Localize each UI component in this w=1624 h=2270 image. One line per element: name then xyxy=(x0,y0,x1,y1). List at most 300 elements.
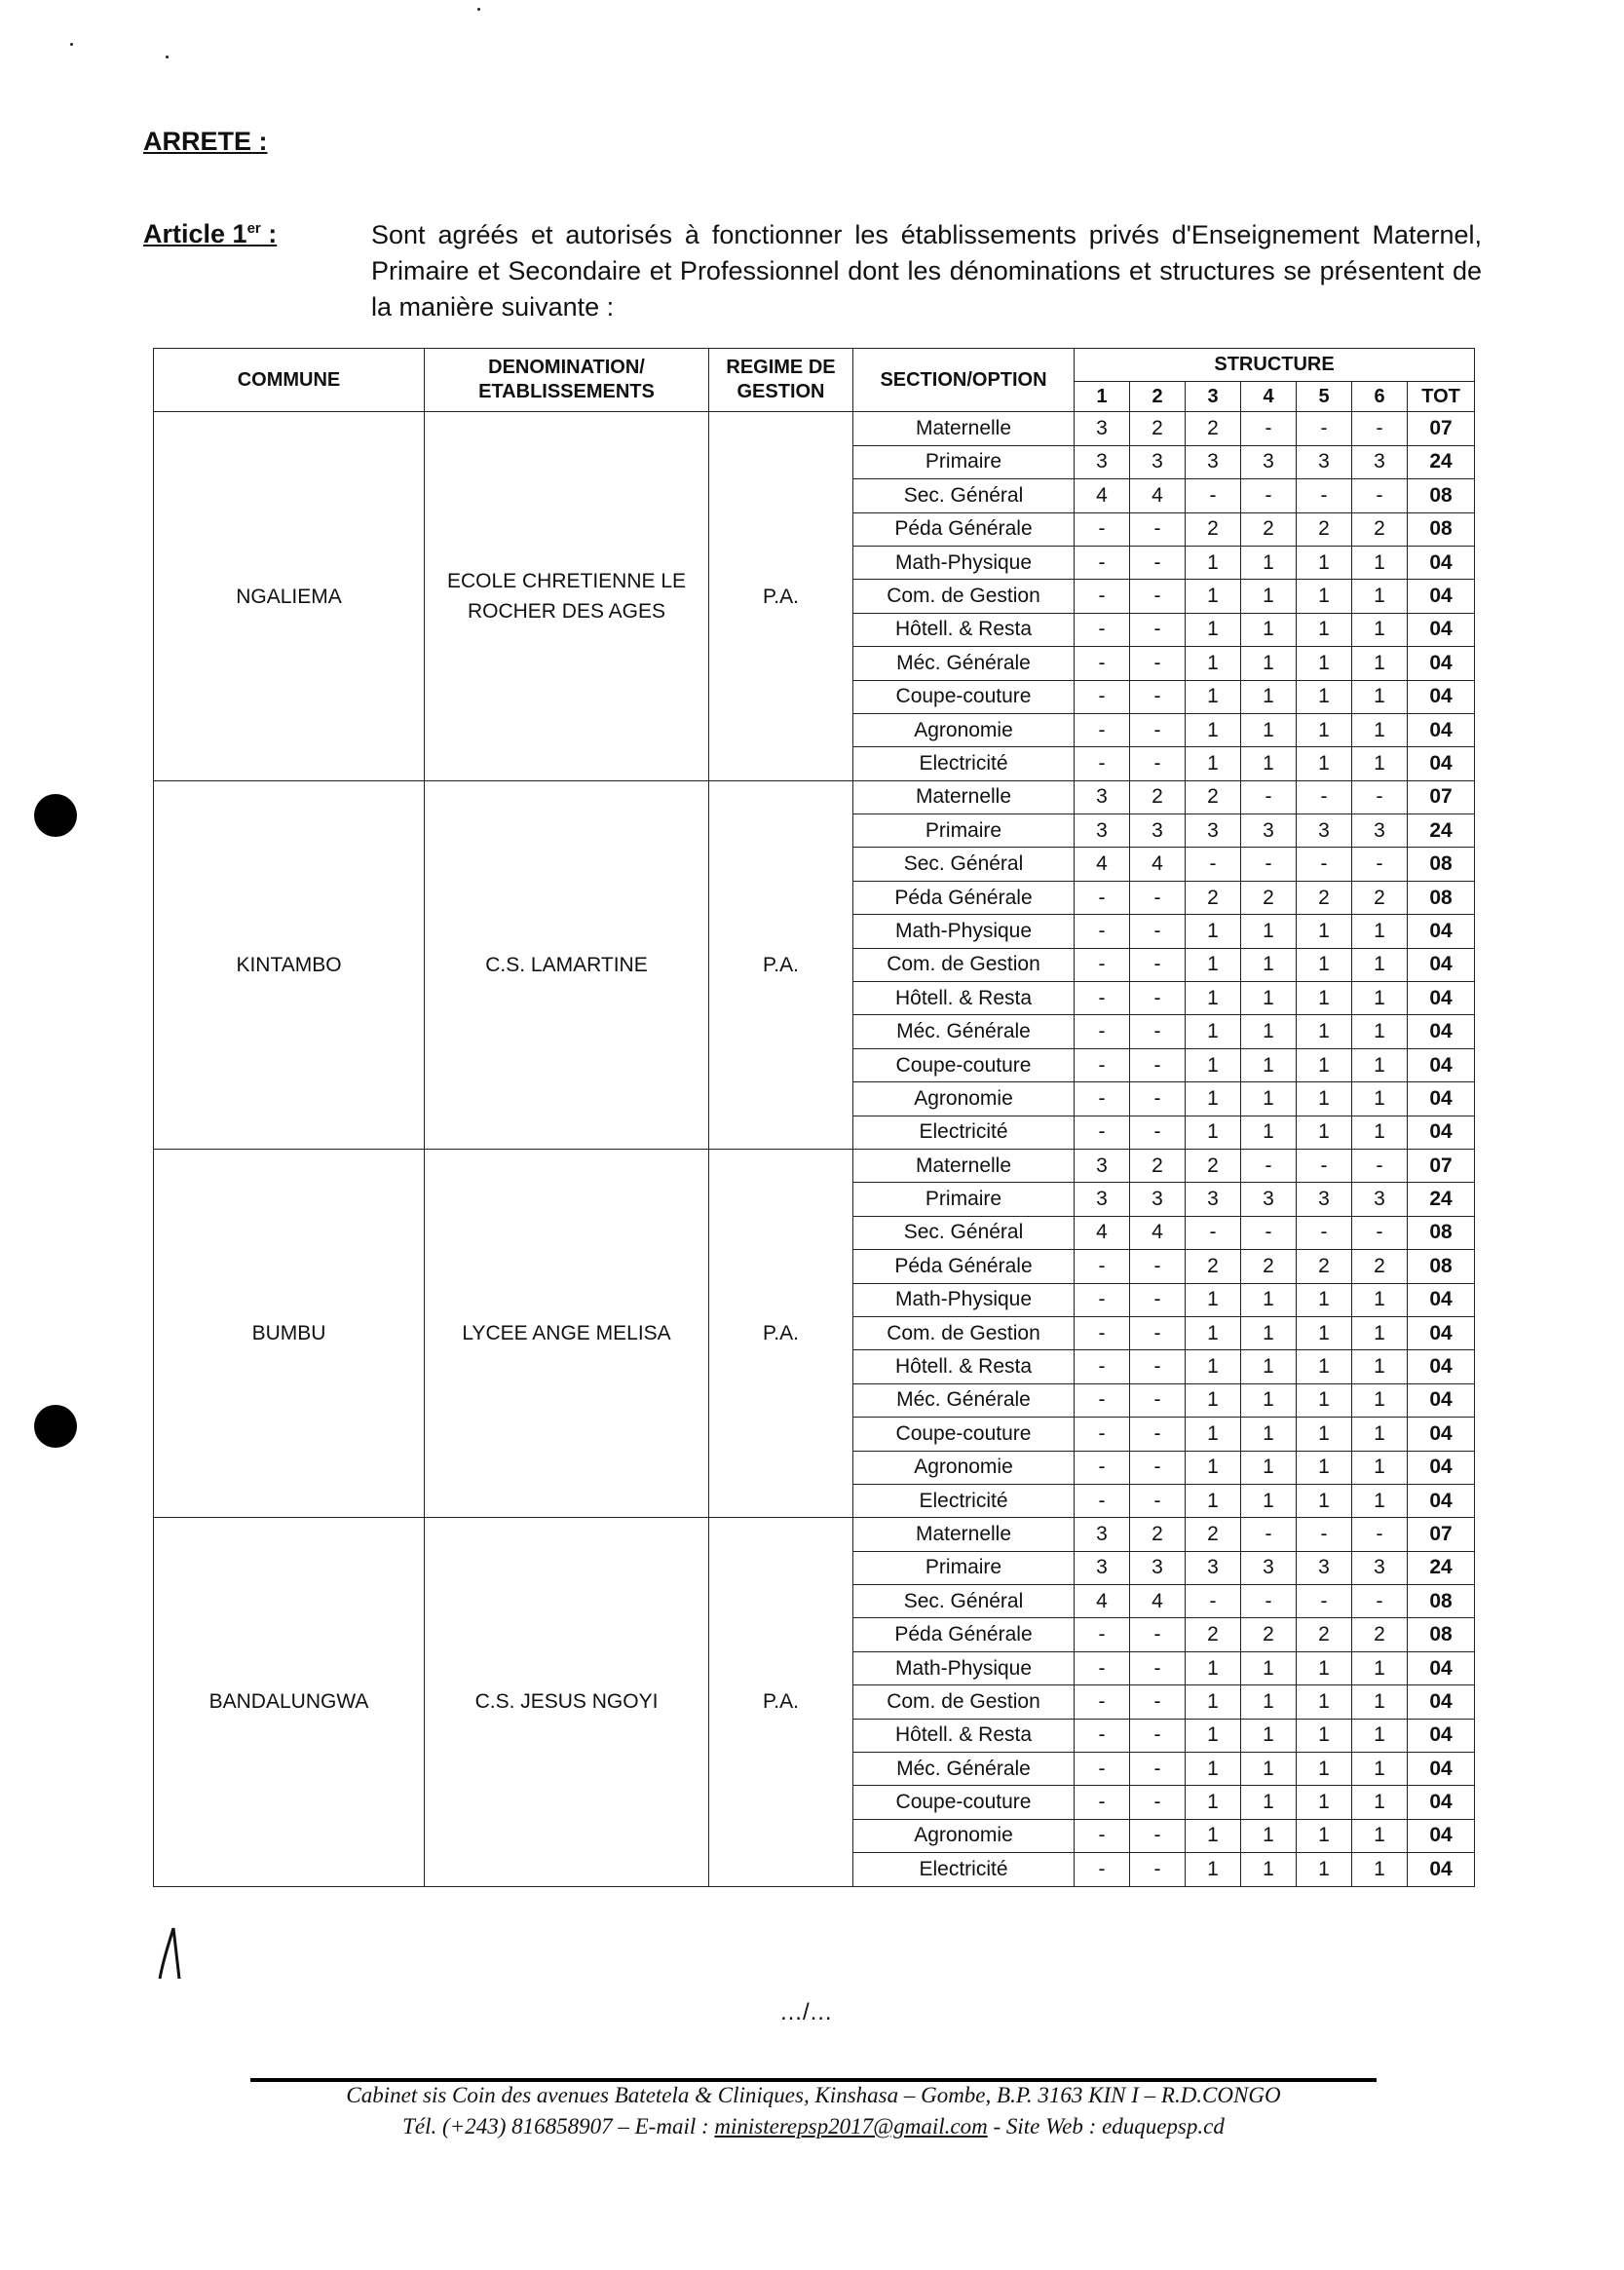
total-cell: 04 xyxy=(1408,1116,1475,1149)
structure-value-cell: 1 xyxy=(1241,948,1297,981)
structure-value-cell: 1 xyxy=(1352,747,1408,780)
section-cell: Hôtell. & Resta xyxy=(853,1350,1075,1383)
section-cell: Hôtell. & Resta xyxy=(853,982,1075,1015)
structure-value-cell: - xyxy=(1075,713,1130,746)
structure-value-cell: 1 xyxy=(1297,1015,1352,1048)
structure-value-cell: 4 xyxy=(1075,1585,1130,1618)
structure-value-cell: - xyxy=(1075,647,1130,680)
structure-value-cell: - xyxy=(1352,1518,1408,1551)
structure-value-cell: - xyxy=(1130,982,1186,1015)
structure-value-cell: - xyxy=(1241,780,1297,813)
structure-value-cell: 3 xyxy=(1075,445,1130,478)
section-cell: Péda Générale xyxy=(853,512,1075,546)
structure-value-cell: 3 xyxy=(1075,1551,1130,1584)
structure-value-cell: 1 xyxy=(1186,647,1241,680)
total-cell: 08 xyxy=(1408,512,1475,546)
header-regime: REGIME DE GESTION xyxy=(709,349,853,412)
structure-value-cell: 1 xyxy=(1297,713,1352,746)
structure-value-cell: 1 xyxy=(1241,1819,1297,1852)
section-cell: Agronomie xyxy=(853,1451,1075,1484)
punch-hole xyxy=(34,794,77,837)
article-label xyxy=(143,219,277,249)
structure-value-cell: - xyxy=(1130,1719,1186,1752)
structure-value-cell: - xyxy=(1352,412,1408,445)
structure-value-cell: - xyxy=(1130,1383,1186,1417)
structure-value-cell: 1 xyxy=(1186,1048,1241,1081)
structure-value-cell: - xyxy=(1352,780,1408,813)
structure-value-cell: 1 xyxy=(1241,1418,1297,1451)
structure-value-cell: 1 xyxy=(1186,1685,1241,1719)
structure-value-cell: 1 xyxy=(1241,1451,1297,1484)
structure-value-cell: - xyxy=(1130,1685,1186,1719)
structure-value-cell: 1 xyxy=(1297,948,1352,981)
structure-value-cell: 1 xyxy=(1186,1383,1241,1417)
structure-value-cell: 1 xyxy=(1186,1283,1241,1316)
structure-value-cell: 1 xyxy=(1186,1418,1241,1451)
total-cell: 08 xyxy=(1408,1216,1475,1249)
section-cell: Coupe-couture xyxy=(853,1786,1075,1819)
section-cell: Primaire xyxy=(853,1183,1075,1216)
structure-value-cell: - xyxy=(1075,680,1130,713)
structure-value-cell: 1 xyxy=(1241,1048,1297,1081)
structure-value-cell: 1 xyxy=(1186,915,1241,948)
total-cell: 08 xyxy=(1408,1250,1475,1283)
structure-value-cell: 1 xyxy=(1352,1418,1408,1451)
total-cell: 04 xyxy=(1408,1853,1475,1886)
structure-value-cell: - xyxy=(1075,915,1130,948)
structure-value-cell: - xyxy=(1075,512,1130,546)
structure-value-cell: - xyxy=(1130,512,1186,546)
structure-value-cell: 2 xyxy=(1130,1149,1186,1182)
structure-value-cell: - xyxy=(1075,1753,1130,1786)
structure-value-cell: 1 xyxy=(1352,546,1408,579)
article-label-suffix: : xyxy=(260,219,278,248)
structure-value-cell: 1 xyxy=(1297,613,1352,646)
structure-value-cell: - xyxy=(1130,1048,1186,1081)
total-cell: 07 xyxy=(1408,1518,1475,1551)
structure-value-cell: 1 xyxy=(1186,713,1241,746)
structure-value-cell: - xyxy=(1297,848,1352,881)
structure-value-cell: - xyxy=(1130,1451,1186,1484)
structure-value-cell: 3 xyxy=(1297,814,1352,848)
structure-value-cell: - xyxy=(1075,1719,1130,1752)
decree-heading: ARRETE : xyxy=(143,127,268,156)
section-cell: Com. de Gestion xyxy=(853,1685,1075,1719)
footer-website: - Site Web : eduquepsp.cd xyxy=(987,2114,1225,2138)
article-text: Sont agréés et autorisés à fonctionner les établissements privés d'Enseignement Maternel, Primaire et Secondaire et Professionnel dont les dénominations et structures se présentent de la manière suivante : xyxy=(371,220,1482,322)
structure-value-cell: 1 xyxy=(1241,1853,1297,1886)
structure-value-cell: 1 xyxy=(1352,713,1408,746)
structure-value-cell: - xyxy=(1075,982,1130,1015)
structure-table xyxy=(153,348,1475,1887)
section-cell: Primaire xyxy=(853,814,1075,848)
total-cell: 04 xyxy=(1408,747,1475,780)
commune-cell: BUMBU xyxy=(154,1149,425,1517)
continuation-mark: …/… xyxy=(779,1999,833,2025)
structure-value-cell: 3 xyxy=(1297,1551,1352,1584)
structure-value-cell: - xyxy=(1075,1853,1130,1886)
denomination-cell: ECOLE CHRETIENNE LE ROCHER DES AGES xyxy=(425,412,709,780)
structure-value-cell: - xyxy=(1130,1418,1186,1451)
structure-value-cell: - xyxy=(1075,948,1130,981)
structure-value-cell: 3 xyxy=(1075,780,1130,813)
total-cell: 07 xyxy=(1408,412,1475,445)
section-cell: Maternelle xyxy=(853,1518,1075,1551)
structure-value-cell: 1 xyxy=(1297,1116,1352,1149)
total-cell: 04 xyxy=(1408,1048,1475,1081)
section-cell: Math-Physique xyxy=(853,915,1075,948)
section-cell: Electricité xyxy=(853,1853,1075,1886)
article-label-sup: er xyxy=(246,220,261,237)
section-cell: Com. de Gestion xyxy=(853,1316,1075,1349)
structure-value-cell: - xyxy=(1075,1283,1130,1316)
structure-value-cell: 3 xyxy=(1075,1183,1130,1216)
structure-value-cell: 1 xyxy=(1186,1786,1241,1819)
structure-value-cell: - xyxy=(1075,1685,1130,1719)
structure-value-cell: - xyxy=(1130,713,1186,746)
section-cell: Math-Physique xyxy=(853,1283,1075,1316)
denomination-cell: C.S. LAMARTINE xyxy=(425,780,709,1149)
structure-value-cell: 1 xyxy=(1241,1283,1297,1316)
structure-value-cell: 3 xyxy=(1186,814,1241,848)
structure-value-cell: 1 xyxy=(1352,1283,1408,1316)
structure-value-cell: 4 xyxy=(1075,479,1130,512)
structure-value-cell: 1 xyxy=(1186,948,1241,981)
table-row xyxy=(154,412,1475,445)
structure-value-cell: 1 xyxy=(1352,680,1408,713)
section-cell: Agronomie xyxy=(853,1082,1075,1116)
structure-value-cell: - xyxy=(1297,1149,1352,1182)
structure-value-cell: 1 xyxy=(1297,1350,1352,1383)
structure-value-cell: 1 xyxy=(1297,546,1352,579)
structure-value-cell: - xyxy=(1130,1651,1186,1684)
structure-value-cell: - xyxy=(1130,1015,1186,1048)
structure-value-cell: - xyxy=(1241,1585,1297,1618)
structure-value-cell: - xyxy=(1075,580,1130,613)
table-body xyxy=(154,412,1475,1886)
structure-value-cell: 4 xyxy=(1075,1216,1130,1249)
structure-value-cell: 1 xyxy=(1186,1484,1241,1517)
section-cell: Electricité xyxy=(853,1484,1075,1517)
structure-value-cell: 3 xyxy=(1130,1551,1186,1584)
structure-value-cell: 2 xyxy=(1297,1250,1352,1283)
structure-value-cell: 1 xyxy=(1241,1082,1297,1116)
structure-value-cell: 1 xyxy=(1241,1753,1297,1786)
structure-value-cell: 3 xyxy=(1075,1149,1130,1182)
structure-value-cell: - xyxy=(1297,1585,1352,1618)
total-cell: 04 xyxy=(1408,982,1475,1015)
regime-cell: P.A. xyxy=(709,412,853,780)
section-cell: Coupe-couture xyxy=(853,1418,1075,1451)
structure-value-cell: - xyxy=(1241,1518,1297,1551)
structure-value-cell: 1 xyxy=(1297,982,1352,1015)
section-cell: Méc. Générale xyxy=(853,1753,1075,1786)
section-cell: Maternelle xyxy=(853,412,1075,445)
structure-value-cell: - xyxy=(1130,747,1186,780)
section-cell: Math-Physique xyxy=(853,1651,1075,1684)
structure-value-cell: - xyxy=(1297,412,1352,445)
structure-value-cell: 3 xyxy=(1241,814,1297,848)
structure-value-cell: 2 xyxy=(1352,1250,1408,1283)
structure-value-cell: 1 xyxy=(1186,1753,1241,1786)
structure-value-cell: 1 xyxy=(1241,982,1297,1015)
section-cell: Math-Physique xyxy=(853,546,1075,579)
structure-value-cell: 1 xyxy=(1297,1383,1352,1417)
structure-value-cell: 1 xyxy=(1352,1316,1408,1349)
section-cell: Com. de Gestion xyxy=(853,580,1075,613)
structure-value-cell: - xyxy=(1352,1216,1408,1249)
footer-phone: Tél. (+243) 816858907 – E-mail : xyxy=(402,2114,715,2138)
structure-value-cell: - xyxy=(1075,881,1130,914)
structure-value-cell: 4 xyxy=(1130,848,1186,881)
structure-value-cell: - xyxy=(1075,613,1130,646)
header-section: SECTION/OPTION xyxy=(853,349,1075,412)
structure-value-cell: 1 xyxy=(1352,1853,1408,1886)
structure-value-cell: 3 xyxy=(1352,814,1408,848)
structure-value-cell: - xyxy=(1075,747,1130,780)
structure-value-cell: 1 xyxy=(1186,580,1241,613)
structure-value-cell: 1 xyxy=(1352,580,1408,613)
structure-value-cell: 2 xyxy=(1241,512,1297,546)
structure-value-cell: 3 xyxy=(1352,1183,1408,1216)
structure-value-cell: 3 xyxy=(1186,1551,1241,1584)
structure-value-cell: 3 xyxy=(1186,1183,1241,1216)
structure-value-cell: 1 xyxy=(1352,613,1408,646)
scan-speck xyxy=(70,43,73,46)
scan-speck xyxy=(477,8,480,11)
structure-value-cell: 1 xyxy=(1352,1350,1408,1383)
header-col-4: 4 xyxy=(1241,382,1297,412)
structure-value-cell: 1 xyxy=(1186,680,1241,713)
structure-value-cell: 3 xyxy=(1130,814,1186,848)
structure-value-cell: - xyxy=(1075,1418,1130,1451)
structure-value-cell: 1 xyxy=(1297,1853,1352,1886)
structure-value-cell: 1 xyxy=(1297,1719,1352,1752)
total-cell: 07 xyxy=(1408,780,1475,813)
total-cell: 24 xyxy=(1408,814,1475,848)
structure-value-cell: 1 xyxy=(1297,1484,1352,1517)
structure-value-cell: 1 xyxy=(1241,1484,1297,1517)
denomination-cell: C.S. JESUS NGOYI xyxy=(425,1518,709,1886)
total-cell: 04 xyxy=(1408,1451,1475,1484)
structure-value-cell: 3 xyxy=(1075,814,1130,848)
commune-cell: BANDALUNGWA xyxy=(154,1518,425,1886)
structure-value-cell: 1 xyxy=(1241,647,1297,680)
structure-value-cell: - xyxy=(1075,1451,1130,1484)
structure-value-cell: 1 xyxy=(1352,915,1408,948)
structure-value-cell: 1 xyxy=(1352,647,1408,680)
structure-value-cell: 1 xyxy=(1352,1116,1408,1149)
structure-value-cell: 1 xyxy=(1297,1685,1352,1719)
total-cell: 04 xyxy=(1408,1484,1475,1517)
structure-value-cell: 1 xyxy=(1241,580,1297,613)
structure-value-cell: 1 xyxy=(1297,1283,1352,1316)
structure-value-cell: 2 xyxy=(1241,881,1297,914)
structure-value-cell: - xyxy=(1075,1316,1130,1349)
structure-value-cell: - xyxy=(1130,1484,1186,1517)
structure-value-cell: 2 xyxy=(1186,780,1241,813)
structure-value-cell: 1 xyxy=(1241,1685,1297,1719)
structure-value-cell: - xyxy=(1186,479,1241,512)
total-cell: 08 xyxy=(1408,1585,1475,1618)
total-cell: 04 xyxy=(1408,1786,1475,1819)
total-cell: 04 xyxy=(1408,713,1475,746)
total-cell: 04 xyxy=(1408,1283,1475,1316)
structure-value-cell: 1 xyxy=(1352,1685,1408,1719)
structure-value-cell: - xyxy=(1130,1853,1186,1886)
total-cell: 04 xyxy=(1408,1685,1475,1719)
header-denomination: DENOMINATION/ ETABLISSEMENTS xyxy=(425,349,709,412)
structure-value-cell: 1 xyxy=(1297,915,1352,948)
total-cell: 04 xyxy=(1408,1651,1475,1684)
section-cell: Maternelle xyxy=(853,1149,1075,1182)
denomination-cell: LYCEE ANGE MELISA xyxy=(425,1149,709,1517)
punch-hole xyxy=(34,1405,77,1448)
regime-cell: P.A. xyxy=(709,1149,853,1517)
structure-value-cell: 3 xyxy=(1130,1183,1186,1216)
total-cell: 04 xyxy=(1408,1719,1475,1752)
structure-value-cell: - xyxy=(1130,1786,1186,1819)
structure-value-cell: 1 xyxy=(1241,1350,1297,1383)
structure-value-cell: 1 xyxy=(1241,1786,1297,1819)
structure-value-cell: 1 xyxy=(1352,1015,1408,1048)
section-cell: Primaire xyxy=(853,1551,1075,1584)
structure-value-cell: - xyxy=(1241,1216,1297,1249)
structure-value-cell: - xyxy=(1075,1383,1130,1417)
section-cell: Hôtell. & Resta xyxy=(853,1719,1075,1752)
header-col-6: 6 xyxy=(1352,382,1408,412)
structure-value-cell: 2 xyxy=(1352,881,1408,914)
structure-value-cell: 1 xyxy=(1241,713,1297,746)
structure-value-cell: 1 xyxy=(1297,647,1352,680)
footer-rule xyxy=(250,2078,1377,2082)
structure-value-cell: 1 xyxy=(1186,747,1241,780)
structure-value-cell: - xyxy=(1130,1753,1186,1786)
structure-value-cell: 1 xyxy=(1297,1786,1352,1819)
section-cell: Electricité xyxy=(853,1116,1075,1149)
structure-value-cell: 3 xyxy=(1241,445,1297,478)
total-cell: 04 xyxy=(1408,1819,1475,1852)
total-cell: 04 xyxy=(1408,1082,1475,1116)
structure-value-cell: 1 xyxy=(1352,1383,1408,1417)
structure-value-cell: 1 xyxy=(1186,546,1241,579)
structure-value-cell: 2 xyxy=(1186,1149,1241,1182)
structure-value-cell: 3 xyxy=(1075,1518,1130,1551)
total-cell: 24 xyxy=(1408,445,1475,478)
structure-value-cell: 1 xyxy=(1241,1116,1297,1149)
section-cell: Hôtell. & Resta xyxy=(853,613,1075,646)
structure-value-cell: - xyxy=(1130,1350,1186,1383)
section-cell: Coupe-couture xyxy=(853,680,1075,713)
section-cell: Coupe-couture xyxy=(853,1048,1075,1081)
structure-value-cell: 1 xyxy=(1241,915,1297,948)
structure-value-cell: - xyxy=(1130,1283,1186,1316)
structure-value-cell: 1 xyxy=(1297,1082,1352,1116)
structure-value-cell: 3 xyxy=(1130,445,1186,478)
structure-value-cell: 1 xyxy=(1297,580,1352,613)
structure-value-cell: 1 xyxy=(1352,1484,1408,1517)
structure-value-cell: 1 xyxy=(1297,1819,1352,1852)
header-col-3: 3 xyxy=(1186,382,1241,412)
structure-value-cell: 1 xyxy=(1352,1048,1408,1081)
structure-value-cell: 2 xyxy=(1186,412,1241,445)
structure-value-cell: - xyxy=(1186,1585,1241,1618)
structure-value-cell: - xyxy=(1130,1116,1186,1149)
structure-value-cell: 2 xyxy=(1130,780,1186,813)
regime-cell: P.A. xyxy=(709,780,853,1149)
structure-value-cell: - xyxy=(1075,1350,1130,1383)
structure-value-cell: - xyxy=(1075,1618,1130,1651)
structure-value-cell: 3 xyxy=(1075,412,1130,445)
total-cell: 08 xyxy=(1408,848,1475,881)
header-structure: STRUCTURE xyxy=(1075,349,1475,382)
structure-value-cell: - xyxy=(1241,479,1297,512)
structure-value-cell: 1 xyxy=(1297,1451,1352,1484)
structure-value-cell: 1 xyxy=(1186,1719,1241,1752)
structure-value-cell: 1 xyxy=(1186,1082,1241,1116)
structure-value-cell: 1 xyxy=(1241,546,1297,579)
structure-value-cell: 3 xyxy=(1241,1551,1297,1584)
commune-cell: KINTAMBO xyxy=(154,780,425,1149)
total-cell: 08 xyxy=(1408,881,1475,914)
structure-value-cell: 1 xyxy=(1241,613,1297,646)
structure-value-cell: - xyxy=(1297,479,1352,512)
scan-speck xyxy=(166,56,169,58)
structure-value-cell: - xyxy=(1241,1149,1297,1182)
structure-value-cell: 1 xyxy=(1352,1651,1408,1684)
header-col-1: 1 xyxy=(1075,382,1130,412)
structure-value-cell: 1 xyxy=(1186,1819,1241,1852)
structure-value-cell: 1 xyxy=(1352,1819,1408,1852)
structure-value-cell: 3 xyxy=(1297,445,1352,478)
total-cell: 04 xyxy=(1408,915,1475,948)
structure-value-cell: - xyxy=(1352,1149,1408,1182)
structure-value-cell: 1 xyxy=(1186,1853,1241,1886)
structure-value-cell: 2 xyxy=(1297,512,1352,546)
structure-value-cell: - xyxy=(1186,1216,1241,1249)
section-cell: Agronomie xyxy=(853,1819,1075,1852)
section-cell: Sec. Général xyxy=(853,848,1075,881)
structure-value-cell: 2 xyxy=(1297,1618,1352,1651)
header-commune: COMMUNE xyxy=(154,349,425,412)
total-cell: 04 xyxy=(1408,1350,1475,1383)
structure-value-cell: 2 xyxy=(1130,1518,1186,1551)
structure-value-cell: 3 xyxy=(1352,445,1408,478)
structure-value-cell: 2 xyxy=(1186,881,1241,914)
structure-value-cell: - xyxy=(1130,1250,1186,1283)
structure-value-cell: - xyxy=(1075,1015,1130,1048)
structure-value-cell: 3 xyxy=(1352,1551,1408,1584)
structure-value-cell: - xyxy=(1352,1585,1408,1618)
structure-value-cell: 1 xyxy=(1297,747,1352,780)
structure-value-cell: - xyxy=(1075,1651,1130,1684)
structure-value-cell: 1 xyxy=(1297,680,1352,713)
structure-value-cell: 1 xyxy=(1352,1082,1408,1116)
article-label-text: Article 1 xyxy=(143,219,247,248)
total-cell: 04 xyxy=(1408,613,1475,646)
structure-value-cell: - xyxy=(1130,613,1186,646)
structure-value-cell: 1 xyxy=(1352,1786,1408,1819)
section-cell: Méc. Générale xyxy=(853,647,1075,680)
section-cell: Péda Générale xyxy=(853,881,1075,914)
structure-value-cell: - xyxy=(1241,848,1297,881)
structure-value-cell: - xyxy=(1075,1484,1130,1517)
section-cell: Méc. Générale xyxy=(853,1383,1075,1417)
footer-contact xyxy=(250,2114,1377,2139)
structure-value-cell: 1 xyxy=(1297,1316,1352,1349)
structure-value-cell: 2 xyxy=(1130,412,1186,445)
structure-value-cell: 1 xyxy=(1352,948,1408,981)
